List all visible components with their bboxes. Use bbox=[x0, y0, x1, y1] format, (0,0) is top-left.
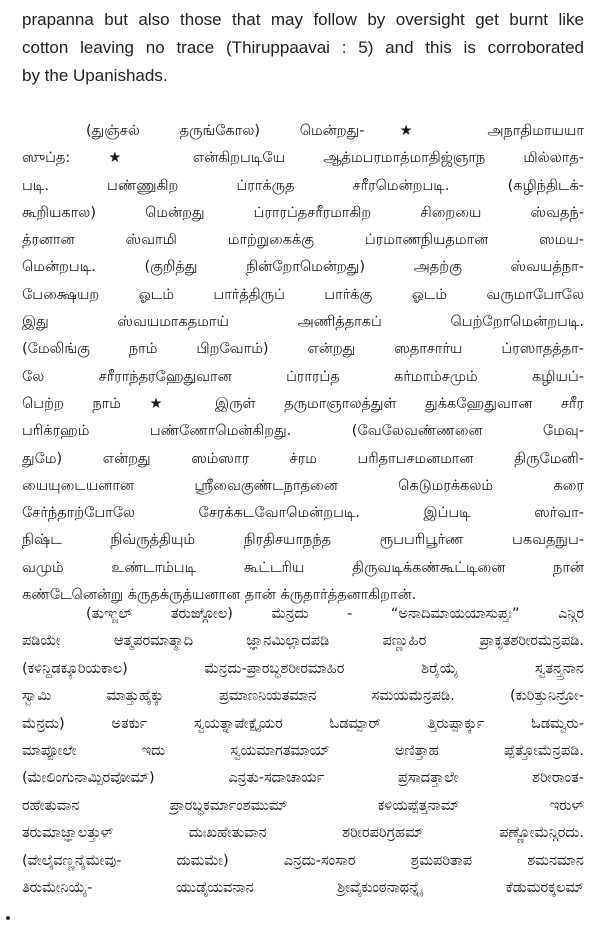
tamil-line: பரிக்ரஹம் பண்ணோமென்கிறது. (வேலேவண்ணனை மேவு- bbox=[22, 423, 584, 440]
kannada-line: (ಮೇಲಿಂಗುನಾಮ್ಪಿರವೋಮ್) ಎನ್ರತು-ಸದಾಚಾರ್ಯ ಪ್ರಸಾದತ್ತಾಲೇ ಶರೀರಾಂತ- bbox=[22, 770, 584, 787]
english-paragraph bbox=[22, 6, 584, 90]
tamil-line: ஸுப்த: ★ என்கிறபடியே ஆத்மபரமாத்மாதிஜ்ஞாந மில்லாத- bbox=[22, 150, 584, 167]
kannada-line: ರಹೇತುವಾನ ಪ್ರಾರಬ್ಧಕರ್ಮಾಂಶಮುಮ್ ಕಳಿಯಪ್ಪೆತ್ತನಾಮ್ ಇರುಳ್ bbox=[22, 797, 584, 814]
tamil-line: கூறியகால) மென்றது ப்ராரப்தசரீரமாகிற சிறையை ஸ்வதந்- bbox=[22, 204, 584, 221]
tamil-line: துமே) என்றது ஸம்ஸார ச்ரம பரிதாபசமனமான திருமேனி- bbox=[22, 450, 584, 467]
kannada-line: ತರುಮಾಜ್ಞಾಲತ್ತುಳ್ ದುಃಖಹೇತುವಾನ ಶರೀರಪರಿಗ್ರಹಮ್ ಪಣ್ಣೋಮೆನ್ಗಿರದು. bbox=[22, 825, 584, 842]
tamil-line: சேர்ந்தாற்போலே சேரக்கடவோமென்றபடி. இப்படி ஸர்வா- bbox=[22, 505, 584, 522]
tamil-line: வமும் உண்டாம்படி கூட்டரிய திருவடிக்கண்கூட்டினை நான் bbox=[22, 559, 584, 576]
kannada-line: (ವೇಲೈವಣ್ಣನೈಮೇವು- ದುಮಮೇ) ಎನ್ರದು-ಸಂಸಾರ ಶ್ರಮಪರಿತಾಪ ಶಮನಮಾನ bbox=[22, 852, 584, 869]
kannada-line: ಮೆನ್ರದು) ಅತರ್ಕು ಸ್ವಯತ್ನಾಪೇಕ್ಷೈಯರ ಓಡಮ್ಪಾರ್ ತ್ತಿರುಪ್ಪಾರ್ಕ್ಕು ಓಡಮ್ವರು- bbox=[22, 715, 584, 732]
tamil-line: லே சரீராந்தரஹேதுவான ப்ராரப்த கர்மாம்சமும் கழியப்- bbox=[22, 368, 584, 385]
tamil-line: மென்றபடி. (குறித்து நின்றோமென்றது) அதற்கு ஸ்வயத்நா- bbox=[22, 259, 584, 276]
kannada-line: (ತುಞ್ಜಲ್ ತರುಙ್ಗೋಲ) ಮೆನ್ರದು - “ಅನಾದಿಮಾಯಯಾಸುಪ್ತಃ” ಎನ್ಗಿರ bbox=[86, 606, 584, 622]
tamil-line: கண்டேனென்று க்ருதக்ருத்யனான தான் க்ருதார்த்தனாகிறான். bbox=[22, 587, 417, 604]
tamil-line: பெற்ற நாம் ★ இருள் தருமாஞாலத்துள் துக்கஹேதுவான சரீர bbox=[22, 395, 584, 412]
kannada-line: ಮಾಪ್ಪೋಲೇ ಇದು ಸ್ವಯಮಾಗತಮಾಯ್ ಅಣಿತ್ತಾಹ ಪ್ಪೆತ್ತೋಮೆನ್ರಪಡಿ. bbox=[22, 743, 584, 760]
tamil-line: (மேலிங்கு நாம் பிறவோம்) என்றது ஸதாசார்ய ப்ரஸாதத்தா- bbox=[22, 341, 584, 358]
margin-dot bbox=[6, 916, 10, 920]
kannada-paragraph bbox=[22, 601, 584, 902]
kannada-line: (ಕಳಿನ್ದಿಡಕ್ಕೂರಿಯಕಾಲ) ಮೆನ್ರದು-ಪ್ರಾರಬ್ಧಶರೀರಮಾಹಿರ ಶಿರೈಯೈ ಸ್ವತನ್ತ್ರನಾನ bbox=[22, 660, 584, 677]
kannada-line: ಪಡಿಯೇ ಆತ್ಮಪರಮಾತ್ಮಾದಿ ಜ್ಞಾನಮಿಲ್ಲಾದಪಡಿ ಪಣ್ಣುಹಿರ ಪ್ರಾಕೃತಶರೀರಮೆನ್ರಪಡಿ. bbox=[22, 633, 584, 650]
kannada-line: ತಿರುಮೇನಿಯೈ- ಯುಡೈಯವನಾನ ಶ್ರೀವೈಕುಂಠನಾಥನ್ನೈ ಕೆಡುಮರಕ್ಕಲಮ್ bbox=[22, 880, 584, 897]
english-line: cotton leaving no trace (Thiruppaavai : 5) and this is corroborated bbox=[22, 38, 584, 57]
tamil-line: படி. பண்ணுகிற ப்ராக்ருத சரீரமென்றபடி. (கழிந்திடக்- bbox=[22, 177, 584, 194]
tamil-line: இது ஸ்வயமாகதமாய் அணித்தாகப் பெற்றோமென்றபடி. bbox=[22, 314, 584, 331]
english-line: by the Upanishads. bbox=[22, 66, 168, 85]
tamil-line: பேக்ஷையற ஓடம் பார்த்திருப் பார்க்கு ஓடம் வருமாபோலே bbox=[22, 286, 584, 303]
tamil-paragraph bbox=[22, 118, 584, 609]
tamil-line: (துஞ்சல் தருங்கோல) மென்றது-★ அநாதிமாயயா bbox=[86, 123, 584, 139]
tamil-line: நிஷ்ட நிவ்ருத்தியும் நிரதிசயாநந்த ரூபபரிபூர்ண பகவதநுப- bbox=[22, 532, 584, 549]
kannada-line: ಸ್ವಾಮಿ ಮಾತ್ತುಹೈಕ್ಕು ಪ್ರಮಾಣನಿಯತಮಾನ ಸಮಯಮೆನ್ರಪಡಿ. (ಕುರಿತ್ತುನಿನ್ರೋ- bbox=[22, 688, 584, 705]
tamil-line: யையுடையனான ஸ்ரீவைகுண்டநாதனை கெடுமரக்கலம் கரை bbox=[22, 477, 584, 494]
tamil-line: த்ரனான ஸ்வாமி மாற்றுகைக்கு ப்ரமாணநியதமான ஸமய- bbox=[22, 232, 584, 249]
english-line: prapanna but also those that may follow by oversight get burnt like bbox=[22, 10, 584, 29]
